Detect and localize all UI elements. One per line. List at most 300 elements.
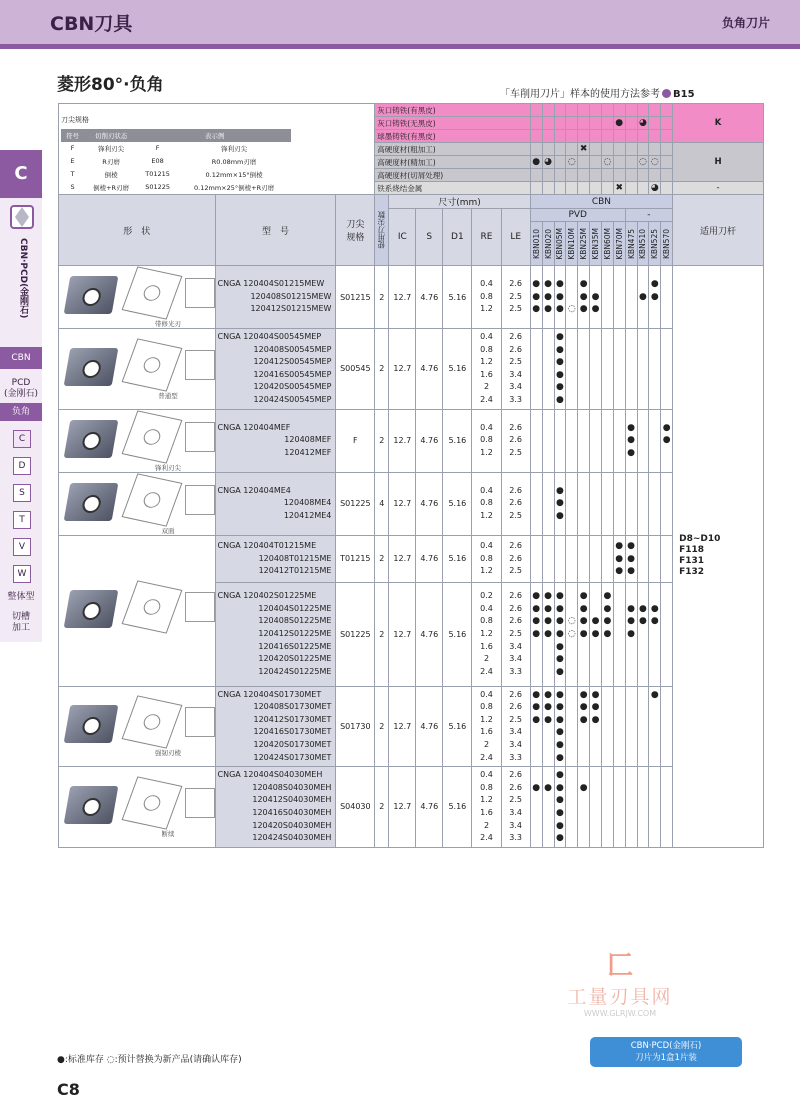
- stock-column: [566, 686, 578, 767]
- stock-mark: [661, 653, 672, 666]
- re-value: 0.4: [480, 770, 493, 780]
- stock-column: [578, 472, 590, 535]
- material-mark: [578, 156, 590, 169]
- stock-mark: [566, 714, 577, 727]
- stock-mark: [590, 726, 601, 739]
- stock-mark: [543, 666, 554, 679]
- model-cell: [215, 329, 336, 410]
- material-mark: [601, 169, 613, 182]
- s-value: 4.76: [416, 583, 443, 686]
- stock-mark: [566, 794, 577, 807]
- stock-mark: [614, 653, 625, 666]
- stock-mark: [543, 794, 554, 807]
- sidebar-item-pcd[interactable]: PCD (金刚石): [3, 378, 39, 399]
- material-mark: [554, 104, 566, 117]
- col-cbn: CBN: [530, 195, 672, 209]
- corners-value: 4: [375, 472, 389, 535]
- stock-mark: [590, 603, 601, 616]
- stock-mark: [578, 794, 589, 807]
- stock-column: [566, 409, 578, 472]
- le-value: 2.6: [509, 603, 523, 613]
- model-number[interactable]: 120408S01215MEW: [250, 291, 332, 301]
- stock-mark: [614, 422, 625, 435]
- le-value: 3.4: [509, 807, 523, 817]
- material-mark: [554, 182, 566, 195]
- arrow-icon: [662, 89, 671, 98]
- stock-column: [601, 583, 613, 686]
- stock-mark: [614, 782, 625, 795]
- stock-mark: [614, 689, 625, 702]
- re-value: 1.6: [480, 727, 493, 737]
- re-values: [472, 409, 501, 472]
- model-number[interactable]: 120420S01730MET: [253, 739, 332, 749]
- material-mark: ◕: [650, 183, 659, 193]
- stock-mark: [543, 434, 554, 447]
- spec-legend-cell: S01225: [145, 183, 171, 191]
- grade-label: KBN020: [543, 228, 553, 259]
- stock-column: [542, 583, 554, 686]
- stock-mark: [661, 794, 672, 807]
- ic-value: 12.7: [389, 266, 416, 329]
- insert-illustration: [61, 338, 215, 400]
- col-re: RE: [472, 209, 501, 266]
- stock-mark: [661, 714, 672, 727]
- insert-photo: [64, 705, 119, 743]
- stock-mark: [543, 447, 554, 460]
- stock-mark: ●: [639, 616, 647, 627]
- stock-mark: [602, 666, 613, 679]
- stock-mark: ●: [579, 591, 588, 602]
- stock-mark: [649, 434, 660, 447]
- stock-mark: ●: [556, 739, 564, 750]
- material-mark: [542, 117, 554, 130]
- stock-mark: [638, 628, 649, 641]
- re-value: 0.4: [480, 422, 493, 432]
- stock-column: [637, 409, 649, 472]
- le-values: [501, 686, 530, 767]
- spec-value: S01730: [336, 686, 375, 767]
- grade-kbn10m: [566, 222, 578, 266]
- stock-mark: [566, 726, 577, 739]
- stock-mark: [649, 510, 660, 523]
- stock-column: [530, 266, 542, 329]
- stock-column: [554, 767, 566, 848]
- stock-column: [554, 583, 566, 686]
- stock-mark: ●: [544, 702, 552, 713]
- insert-side-view: [185, 422, 215, 452]
- material-spacer: [661, 130, 673, 143]
- model-number[interactable]: 120420S00545MEP: [253, 382, 332, 392]
- stock-column: [566, 535, 578, 583]
- stock-column: [613, 472, 625, 535]
- model-number[interactable]: CNGA 120402S01225ME: [217, 591, 317, 601]
- stock-mark: [649, 641, 660, 654]
- stock-mark: [602, 752, 613, 765]
- stock-column: [566, 472, 578, 535]
- le-value: 2.6: [509, 485, 523, 495]
- stock-mark: ●: [556, 666, 564, 677]
- re-value: 1.6: [480, 807, 493, 817]
- stock-mark: [590, 752, 601, 765]
- model-number[interactable]: 120408S00545MEP: [253, 344, 332, 354]
- stock-mark: ◌: [567, 629, 576, 640]
- stock-mark: [543, 497, 554, 510]
- stock-column: [566, 329, 578, 410]
- stock-mark: [649, 590, 660, 603]
- stock-column: [530, 472, 542, 535]
- holder-list[interactable]: D8~D10 F118 F131 F132: [679, 534, 721, 578]
- le-value: 3.4: [509, 369, 523, 379]
- le-values: [501, 409, 530, 472]
- stock-mark: [638, 653, 649, 666]
- le-value: 2.5: [509, 510, 523, 520]
- sidebar-shape-d[interactable]: D: [13, 457, 31, 475]
- material-mark: [613, 104, 625, 117]
- s-value: 4.76: [416, 329, 443, 410]
- spec-legend-cell: F: [155, 144, 160, 152]
- model-number[interactable]: 120412S01215MEW: [250, 304, 332, 314]
- stock-mark: [531, 422, 542, 435]
- stock-mark: ●: [556, 369, 564, 380]
- stock-mark: ●: [591, 629, 600, 640]
- insert-side-view: [185, 485, 215, 515]
- stock-mark: [638, 794, 649, 807]
- stock-column: [590, 329, 602, 410]
- material-mark: [590, 169, 602, 182]
- stock-column: [542, 535, 554, 583]
- model-number[interactable]: 120408T01215ME: [258, 553, 332, 563]
- sidebar-shape-t[interactable]: T: [13, 511, 31, 529]
- stock-mark: ●: [532, 702, 541, 713]
- model-number[interactable]: CNGA 120404MEF: [217, 422, 291, 432]
- stock-mark: [614, 497, 625, 510]
- stock-mark: [638, 832, 649, 845]
- d1-value: 5.16: [443, 535, 472, 583]
- sidebar-shape-w[interactable]: W: [13, 565, 31, 583]
- stock-mark: ●: [556, 782, 564, 793]
- stock-column: [661, 266, 673, 329]
- stock-mark: [590, 422, 601, 435]
- shape-cell: [59, 686, 216, 767]
- material-mark: ●: [615, 118, 624, 128]
- stock-mark: ●: [556, 357, 564, 368]
- stock-mark: [614, 641, 625, 654]
- stock-mark: [614, 794, 625, 807]
- stock-mark: [614, 820, 625, 833]
- stock-mark: [602, 832, 613, 845]
- re-values: [472, 686, 501, 767]
- model-number[interactable]: 120412T01215ME: [258, 566, 332, 576]
- stock-mark: [602, 769, 613, 782]
- stock-mark: [578, 381, 589, 394]
- model-number[interactable]: 120412MEF: [284, 447, 332, 457]
- stock-mark: [578, 641, 589, 654]
- stock-mark: ●: [556, 591, 564, 602]
- material-label: 灰口铸铁(无黑皮): [375, 117, 531, 130]
- stock-mark: ●: [627, 435, 636, 446]
- le-value: 2.6: [509, 616, 523, 626]
- spec-legend-cell: 倒棱+R刃磨: [93, 183, 130, 192]
- stock-column: [625, 583, 637, 686]
- insert-illustration: [61, 695, 215, 757]
- stock-mark: [638, 726, 649, 739]
- stock-mark: [602, 356, 613, 369]
- le-value: 2.6: [509, 422, 523, 432]
- model-number[interactable]: CNGA 120404S04030MEH: [217, 770, 323, 780]
- sidebar-letter[interactable]: C: [0, 150, 42, 198]
- re-value: 2.4: [480, 394, 493, 404]
- stock-mark: [543, 553, 554, 566]
- model-number[interactable]: 120404S01225ME: [258, 603, 332, 613]
- stock-mark: [602, 485, 613, 498]
- stock-column: [566, 266, 578, 329]
- model-number[interactable]: 120408S01225ME: [258, 616, 332, 626]
- insert-photo: [64, 483, 119, 521]
- material-mark: [625, 143, 637, 156]
- stock-mark: ●: [556, 629, 564, 640]
- stock-mark: ●: [603, 603, 612, 614]
- stock-mark: [638, 739, 649, 752]
- sidebar-item-integral[interactable]: 整体型: [7, 592, 35, 602]
- material-mark: [590, 104, 602, 117]
- stock-column: [578, 686, 590, 767]
- stock-mark: [578, 726, 589, 739]
- material-mark: [590, 117, 602, 130]
- material-mark: [613, 169, 625, 182]
- material-mark: [566, 130, 578, 143]
- material-mark: ✖: [613, 182, 625, 195]
- watermark-logo: 匚: [606, 951, 633, 981]
- re-value: 2: [483, 382, 490, 392]
- grade-label: KBN60M: [602, 227, 612, 260]
- stock-column: [542, 329, 554, 410]
- model-cell: [215, 535, 336, 583]
- reference-page[interactable]: B15: [673, 89, 695, 100]
- model-number[interactable]: 120412S01730MET: [253, 714, 332, 724]
- model-number[interactable]: 120416S01225ME: [258, 641, 332, 651]
- re-value: 1.2: [480, 304, 493, 314]
- stock-mark: [614, 739, 625, 752]
- stock-mark: [661, 485, 672, 498]
- stock-mark: [626, 485, 637, 498]
- stock-mark: [661, 769, 672, 782]
- model-number[interactable]: 120424S04030MEH: [252, 833, 332, 843]
- stock-mark: [626, 701, 637, 714]
- re-value: 1.2: [480, 795, 493, 805]
- stock-mark: [578, 344, 589, 357]
- col-le: LE: [501, 209, 530, 266]
- insert-photo: [64, 348, 119, 386]
- model-number[interactable]: CNGA 120404S00545MEP: [217, 332, 322, 341]
- material-mark: [637, 169, 649, 182]
- stock-mark: [590, 794, 601, 807]
- stock-column: [554, 266, 566, 329]
- sidebar-shape-c[interactable]: C: [13, 430, 31, 448]
- product-row: [59, 329, 764, 410]
- stock-mark: [531, 807, 542, 820]
- grade-label: KBN525: [650, 228, 660, 259]
- stock-mark: [578, 356, 589, 369]
- le-value: 2.6: [509, 591, 523, 601]
- model-number[interactable]: CNGA 120404S01215MEW: [217, 279, 325, 289]
- sidebar-shape-v[interactable]: V: [13, 538, 31, 556]
- stock-mark: ●: [627, 540, 636, 551]
- model-number[interactable]: 120408S04030MEH: [252, 782, 332, 792]
- stock-mark: [543, 356, 554, 369]
- stock-mark: ●: [556, 820, 564, 831]
- grade-label: KBN510: [638, 228, 648, 259]
- stock-mark: [578, 540, 589, 553]
- stock-mark: [602, 422, 613, 435]
- stock-mark: ●: [591, 304, 600, 315]
- re-value: 0.8: [480, 782, 493, 792]
- model-number[interactable]: 120420S01225ME: [258, 654, 332, 664]
- model-number[interactable]: 120412S04030MEH: [252, 795, 332, 805]
- stock-column: [613, 329, 625, 410]
- stock-mark: ●: [591, 291, 600, 302]
- stock-mark: [590, 807, 601, 820]
- stock-column: [613, 535, 625, 583]
- material-label: 灰口铸铁(有黑皮): [375, 104, 531, 117]
- stock-mark: [661, 369, 672, 382]
- corners-value: 2: [375, 266, 389, 329]
- material-mark: [578, 104, 590, 117]
- stock-mark: ●: [627, 616, 636, 627]
- stock-mark: [602, 394, 613, 407]
- stock-mark: [614, 701, 625, 714]
- material-mark: [530, 143, 542, 156]
- material-mark: [590, 143, 602, 156]
- model-number[interactable]: 120408MEF: [284, 435, 332, 445]
- material-label: 高硬度材(粗加工): [375, 143, 531, 156]
- stock-mark: [566, 278, 577, 291]
- re-values: [472, 266, 501, 329]
- stock-mark: ●: [544, 714, 552, 725]
- insert-illustration: [61, 776, 215, 838]
- material-mark: [578, 182, 590, 195]
- model-number[interactable]: 120424S01730MET: [253, 752, 332, 762]
- stock-mark: ●: [544, 616, 552, 627]
- insert-drawing: [122, 776, 183, 829]
- stock-mark: [614, 832, 625, 845]
- material-mark: [649, 169, 661, 182]
- stock-mark: [626, 394, 637, 407]
- model-number[interactable]: CNGA 120404ME4: [217, 485, 291, 495]
- stock-mark: ●: [579, 714, 588, 725]
- insert-side-view: [185, 707, 215, 737]
- spec-legend-cell: F: [70, 144, 75, 152]
- stock-column: [601, 767, 613, 848]
- corners-value: 2: [375, 686, 389, 767]
- stock-mark: [661, 666, 672, 679]
- stock-mark: [531, 356, 542, 369]
- stock-mark: [614, 331, 625, 344]
- stock-column: [601, 686, 613, 767]
- stock-column: [613, 409, 625, 472]
- insert-photo: [64, 590, 119, 628]
- le-value: 2.5: [509, 795, 523, 805]
- stock-mark: [566, 381, 577, 394]
- material-label: 球墨铸铁(有黑皮): [375, 130, 531, 143]
- le-value: 2.5: [509, 291, 523, 301]
- model-number[interactable]: 120416S00545MEP: [253, 369, 332, 379]
- material-mark: [625, 156, 637, 169]
- ic-value: 12.7: [389, 329, 416, 410]
- material-mark: [601, 130, 613, 143]
- stock-mark: ●: [556, 616, 564, 627]
- stock-mark: ●: [591, 616, 600, 627]
- stock-mark: ●: [544, 629, 552, 640]
- stock-mark: [649, 344, 660, 357]
- material-row: [59, 104, 764, 117]
- material-spacer: [661, 104, 673, 117]
- model-number[interactable]: 120416S04030MEH: [252, 807, 332, 817]
- stock-mark: [661, 356, 672, 369]
- stock-mark: [590, 434, 601, 447]
- model-number[interactable]: 120412ME4: [283, 510, 332, 520]
- stock-mark: ◌: [567, 616, 576, 627]
- stock-mark: [602, 303, 613, 316]
- model-number[interactable]: CNGA 120404S01730MET: [217, 689, 322, 699]
- insert-photo: [64, 786, 119, 824]
- sidebar-item-groove[interactable]: 切槽 加工: [11, 612, 30, 633]
- model-number[interactable]: 120416S01730MET: [253, 727, 332, 737]
- stock-mark: [614, 666, 625, 679]
- stock-mark: [555, 553, 566, 566]
- spec-legend-cell: T: [70, 170, 75, 178]
- stock-mark: [649, 726, 660, 739]
- col-model: 型 号: [215, 195, 336, 266]
- re-value: 1.2: [480, 566, 493, 576]
- stock-column: [661, 767, 673, 848]
- le-value: 2.6: [509, 782, 523, 792]
- stock-mark: [531, 369, 542, 382]
- insert-caption: 带修光刃: [155, 320, 181, 328]
- stock-column: [578, 409, 590, 472]
- stock-mark: ●: [579, 603, 588, 614]
- model-number[interactable]: 120408S01730MET: [253, 702, 332, 712]
- stock-mark: [590, 641, 601, 654]
- model-number[interactable]: 120408ME4: [283, 498, 332, 508]
- stock-mark: [590, 278, 601, 291]
- sidebar-shape-s[interactable]: S: [13, 484, 31, 502]
- spec-legend-cell: 0.12mm×15°倒棱: [205, 170, 263, 179]
- stock-column: [566, 583, 578, 686]
- model-number[interactable]: 120412S00545MEP: [253, 357, 332, 367]
- stock-mark: ●: [627, 553, 636, 564]
- stock-mark: [626, 782, 637, 795]
- material-mark: [530, 117, 542, 130]
- material-mark: [637, 182, 649, 195]
- stock-column: [590, 472, 602, 535]
- model-number[interactable]: 120420S04030MEH: [252, 820, 332, 830]
- stock-mark: [566, 369, 577, 382]
- stock-column: [637, 583, 649, 686]
- stock-mark: ●: [556, 485, 564, 496]
- model-number[interactable]: 120424S01225ME: [258, 666, 332, 676]
- stock-column: [554, 329, 566, 410]
- le-value: 3.3: [509, 752, 523, 762]
- header-row: [59, 195, 764, 209]
- sidebar-item-negative[interactable]: 负角: [0, 403, 42, 421]
- model-number[interactable]: 120424S00545MEP: [253, 394, 332, 404]
- model-number[interactable]: CNGA 120404T01215ME: [217, 540, 317, 550]
- spec-legend-row: [61, 168, 291, 181]
- model-number[interactable]: 120412S01225ME: [258, 629, 332, 639]
- re-value: 2.4: [480, 833, 493, 843]
- stock-mark: ●: [532, 714, 541, 725]
- sidebar-item-cbn[interactable]: CBN: [0, 347, 42, 369]
